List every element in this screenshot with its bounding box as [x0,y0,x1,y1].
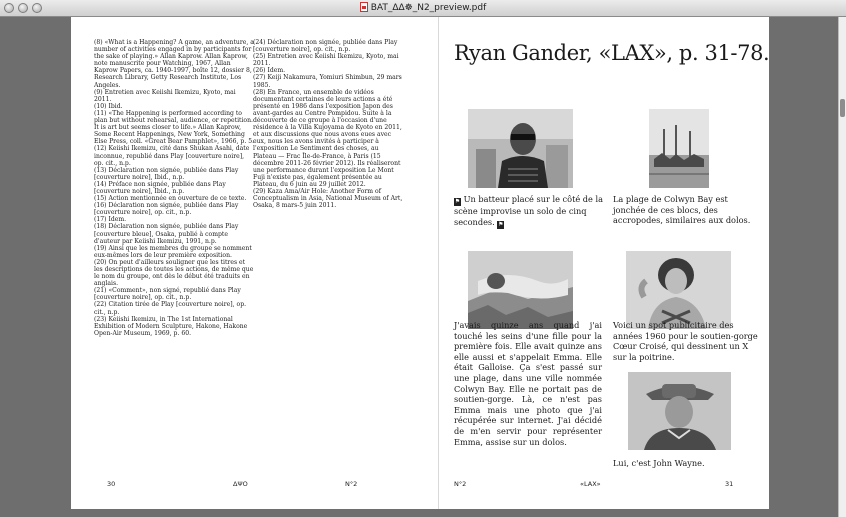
footnote: (28) En France, un ensemble de vidéos documentant certaines de leurs actions a été présenté en 1986 dans l'exposition Japon des avant-gardes au Centre Pompidou. Suite à la découverte de ce groupe à l'occasion d'une résidence à la Villa Kujoyama de Kyoto en 2011, et aux discussions que nous avons eues avec eux, nous les avons invités à participer à l'exposition Le Sentiment des choses, au Plateau — Frac Île-de-France, à Paris (15 décembre 2011-26 février 2012). Ils réaliseront une performance durant l'exposition Le Mont Fuji n'existe pas, également présentée au Plateau, du 6 juin au 29 juillet 2012. [253,88,402,188]
photo-john-wayne [628,372,731,450]
footnote: (9) Entretien avec Keiishi Ikemizu, Kyoto, mai 2011. [94,88,236,103]
issue-number-right: N°2 [454,480,467,488]
photo-1960s-ad [626,251,731,329]
page-number-left: 30 [107,480,116,488]
footnote: (12) Keiishi Ikemizu, cité dans Shukan Asahi, date inconnue, republié dans Play [couverture noire], op. cit., n.p. [94,145,250,167]
footnote: (10) Ibid. [94,102,123,110]
footnote: (24) Déclaration non signée, publiée dans Play [couverture noire], op. cit., n.p. [253,39,398,54]
notes-column-1 [94,39,254,337]
footnote: (19) Ainsi que les membres du groupe se nomment eux-mêmes lors de leur première exposition. [94,244,252,259]
caption-beach: La plage de Colwyn Bay est jonchée de ces blocs, des accropodes, similaires aux dolos. [613,194,751,226]
photo-beach-blocks [649,109,709,188]
photo-man-sunglasses [468,109,573,188]
square-marker-icon: ⚑ [454,198,461,205]
scrollbar-thumb[interactable] [840,99,845,117]
footnote: (18) Déclaration non signée, publiée dans Play [couverture bleue], Osaka, publié à compte d'auteur par Keiishi Ikemizu, 1991, n.p. [94,223,239,245]
issue-number-left: N°2 [345,480,358,488]
footnote: (11) «The Happening is performed according to plan but without rehearsal, audience, or repetition. It is art but seems closer to life.» Allan Kaprow, Some Recent Happenings, New York, Something Else Press, coll. «Great Bear Pamphlet», 1966, p. 5. [94,109,255,146]
window-titlebar [0,0,846,17]
footnote: (22) Citation tirée de Play [couverture noire], op. cit., n.p. [94,301,247,316]
footnote: (17) Idem. [94,216,127,224]
caption-spot: Voici un spot publicitaire des années 1960 pour le soutien-gorge Cœur Croisé, qui dessinent un X sur la poitrine. [613,320,758,362]
footnote: (20) On peut d'ailleurs souligner que les titres et les descriptions de toutes les actions, de même que le nom du groupe, ont dès le début été traduits en anglais. [94,258,254,288]
caption-emma: J'avais quinze ans quand j'ai touché les seins d'une fille pour la première fois. Elle avait quinze ans elle aussi et s'appelait Emma. Elle était Galloise. Ça s'est passé sur une plage, dans une ville nommée Colwyn Bay. Elle ne portait pas de soutien-gorge. Là, ce n'est pas Emma mais une photo que j'ai récupérée sur internet. J'ai décidé de m'en servir pour représenter Emma, assise sur un dolos. [454,320,602,447]
pdf-file-icon [360,2,368,12]
running-head-lax: «LAX» [580,480,601,488]
notes-column-2 [253,39,403,209]
footnote: (26) Idem. [253,67,286,75]
footnote: (29) Kaza Ama/Air Hole: Another Form of Conceptualism in Asia, National Museum of Art, Osaka, 8 mars-5 juin 2011. [253,187,403,210]
page-number-right: 31 [725,480,734,488]
square-marker-icon: ⚑ [498,220,504,228]
vertical-scrollbar[interactable] [838,17,846,517]
footnote: (25) Entretien avec Keiishi Ikemizu, Kyoto, mai 2011. [253,53,399,68]
footnote: (23) Keiishi Ikemizu, in The 1st International Exhibition of Modern Sculpture, Hakone, Hakone Open-Air Museum, 1969, p. 60. [94,315,248,337]
article-heading: Ryan Gander, «LAX», p. 31-78. [454,41,770,65]
window-title [0,2,846,13]
footnote: (16) Déclaration non signée, publiée dans Play [couverture noire], op. cit., n.p. [94,202,239,217]
caption-wayne: Lui, c'est John Wayne. [613,458,705,468]
page-right [439,17,769,509]
page-left [71,17,438,509]
footnote: (8) «What is a Happening? A game, an adventure, a number of activities engaged in by participants for the sake of playing.» Allan Kaprow. Allan Kaprow, note manuscrite pour Watching, 1967, Allan Kaprow Papers, ca. 1940-1997, boîte 12, dossier 8, Research Library, Getty Research Institute, Los Angeles. [94,39,254,89]
photo-woman-on-dolos [468,251,573,329]
caption-batter [454,194,604,229]
running-head-symbols: ΔΨΟ [233,480,248,488]
window-title-text: BAT_ΔΔ☸_N2_preview.pdf [370,3,487,13]
footnote: (14) Préface non signée, publiée dans Play [couverture noire], Ibid., n.p. [94,180,226,195]
footnote: (21) «Comment», non signé, republié dans Play [couverture noire], op. cit., n.p. [94,287,241,302]
footnote: (13) Déclaration non signée, publiée dans Play [couverture noire], Ibid., n.p. [94,166,239,181]
footnote: (15) Action mentionnée en ouverture de ce texte. [94,195,247,203]
caption-batter-text: Un batteur placé sur le côté de la scène improvise un solo de cinq secondes. [454,194,603,227]
footnote: (27) Keiji Nakamura, Yomiuri Shimbun, 29 mars 1985. [253,74,402,89]
